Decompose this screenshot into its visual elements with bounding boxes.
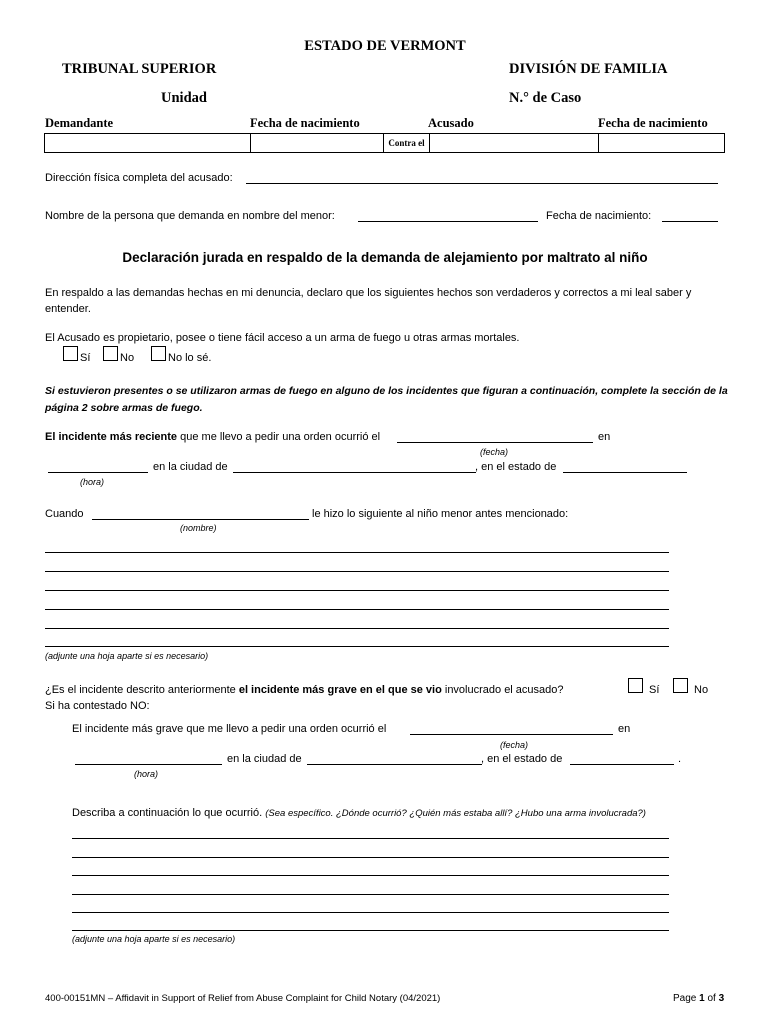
recent-description-line[interactable] [45,628,669,629]
worst-date-field[interactable] [410,734,613,735]
firearm-unknown-label: No lo sé. [168,352,212,364]
recent-city-label: en la ciudad de [153,461,228,473]
plaintiff-field[interactable] [44,133,251,153]
worst-date-hint: (fecha) [500,740,529,750]
worst-yes-checkbox[interactable] [628,678,643,693]
worst-if-no: Si ha contestado NO: [45,700,150,712]
describe-line [72,807,646,819]
page-indicator: Page 1 of 3 [673,993,725,1004]
worst-no-label: No [694,684,709,696]
court-heading: TRIBUNAL SUPERIOR [62,61,217,77]
recent-en-label: en [598,431,611,443]
firearm-yes-label: Sí [80,352,91,364]
recent-state-field[interactable] [563,472,687,473]
firearm-no-checkbox[interactable] [103,346,118,361]
worst-time-hint: (hora) [134,769,159,779]
recent-date-hint: (fecha) [480,447,509,457]
minor-dob-label: Fecha de nacimiento: [546,210,652,222]
defendant-label: Acusado [428,116,474,130]
worst-incident-text: El incidente más grave que me llevo a pedir una orden ocurrió el [72,723,387,735]
worst-yes-label: Sí [649,684,660,696]
worst-city-field[interactable] [307,764,482,765]
worst-city-label: en la ciudad de [227,753,302,765]
plaintiff-label: Demandante [45,116,114,130]
name-hint: (nombre) [180,523,217,533]
did-text: le hizo lo siguiente al niño menor antes mencionado: [312,508,569,520]
address-label: Dirección física completa del acusado: [45,172,233,184]
worst-description-line[interactable] [72,894,669,895]
worst-attach-note: (adjunte una hoja aparte si es necesario) [72,934,236,944]
describe-hint: (Sea específico. ¿Dónde ocurrió? ¿Quién más estaba allí? ¿Hubo una arma involucrada?) [265,808,646,819]
when-label: Cuando [45,508,84,520]
firearm-no-label: No [120,352,135,364]
recent-incident-lead: El incidente más reciente [45,431,178,443]
worst-state-label: , en el estado de [481,753,563,765]
recent-state-label: , en el estado de [475,461,557,473]
worst-description-line[interactable] [72,875,669,876]
minor-name-label: Nombre de la persona que demanda en nombre del menor: [45,210,335,222]
recent-city-field[interactable] [233,472,476,473]
firearm-yes-checkbox[interactable] [63,346,78,361]
unit-label: Unidad [161,90,207,106]
recent-incident-text: que me llevo a pedir una orden ocurrió el [180,431,381,443]
recent-description-line[interactable] [45,552,669,553]
division-heading: DIVISIÓN DE FAMILIA [509,61,668,77]
worst-description-line[interactable] [72,912,669,913]
worst-no-checkbox[interactable] [673,678,688,693]
recent-description-line[interactable] [45,571,669,572]
form-number: 400-00151MN – Affidavit in Support of Relief from Abuse Complaint for Child Notary (04/2021) [45,993,441,1004]
worst-en-label: en [618,723,631,735]
describe-label: Describa a continuación lo que ocurrió. [72,807,263,819]
plaintiff-dob-field[interactable] [250,133,384,153]
when-name-field[interactable] [92,519,309,520]
minor-dob-field[interactable] [662,221,718,222]
recent-description-line[interactable] [45,590,669,591]
recent-description-line[interactable] [45,646,669,647]
recent-incident-line [45,431,380,443]
recent-attach-note: (adjunte una hoja aparte si es necesario) [45,651,209,661]
defendant-dob-label: Fecha de nacimiento [598,116,708,130]
versus-label: Contra el [383,133,430,153]
worst-period: . [678,753,682,765]
defendant-dob-field[interactable] [598,133,725,153]
defendant-field[interactable] [429,133,599,153]
recent-date-field[interactable] [397,442,593,443]
worst-description-line[interactable] [72,930,669,931]
worst-question: ¿Es el incidente descrito anteriormente el incidente más grave en el que se vio involucrado el acusado? [45,684,564,696]
address-field[interactable] [246,183,718,184]
plaintiff-dob-label: Fecha de nacimiento [250,116,360,130]
minor-name-field[interactable] [358,221,538,222]
worst-state-field[interactable] [570,764,674,765]
firearm-instruction: Si estuvieron presentes o se utilizaron armas de fuego en alguno de los incidentes que figuran a continuación, complete la sección de la página 2 sobre armas de fuego. [45,385,728,414]
intro-paragraph: En respaldo a las demandas hechas en mi denuncia, declaro que los siguientes hechos son verdaderos y correctos a mi leal saber y entender. [45,287,692,315]
firearm-unknown-checkbox[interactable] [151,346,166,361]
worst-description-line[interactable] [72,838,669,839]
recent-time-field[interactable] [48,472,148,473]
affidavit-title: Declaración jurada en respaldo de la demanda de alejamiento por maltrato al niño [122,250,648,265]
recent-description-line[interactable] [45,609,669,610]
state-heading: ESTADO DE VERMONT [304,38,466,54]
worst-description-line[interactable] [72,857,669,858]
case-number-label: N.° de Caso [509,90,582,106]
firearm-question: El Acusado es propietario, posee o tiene fácil acceso a un arma de fuego u otras armas mortales. [45,332,520,344]
recent-time-hint: (hora) [80,477,105,487]
worst-time-field[interactable] [75,764,222,765]
